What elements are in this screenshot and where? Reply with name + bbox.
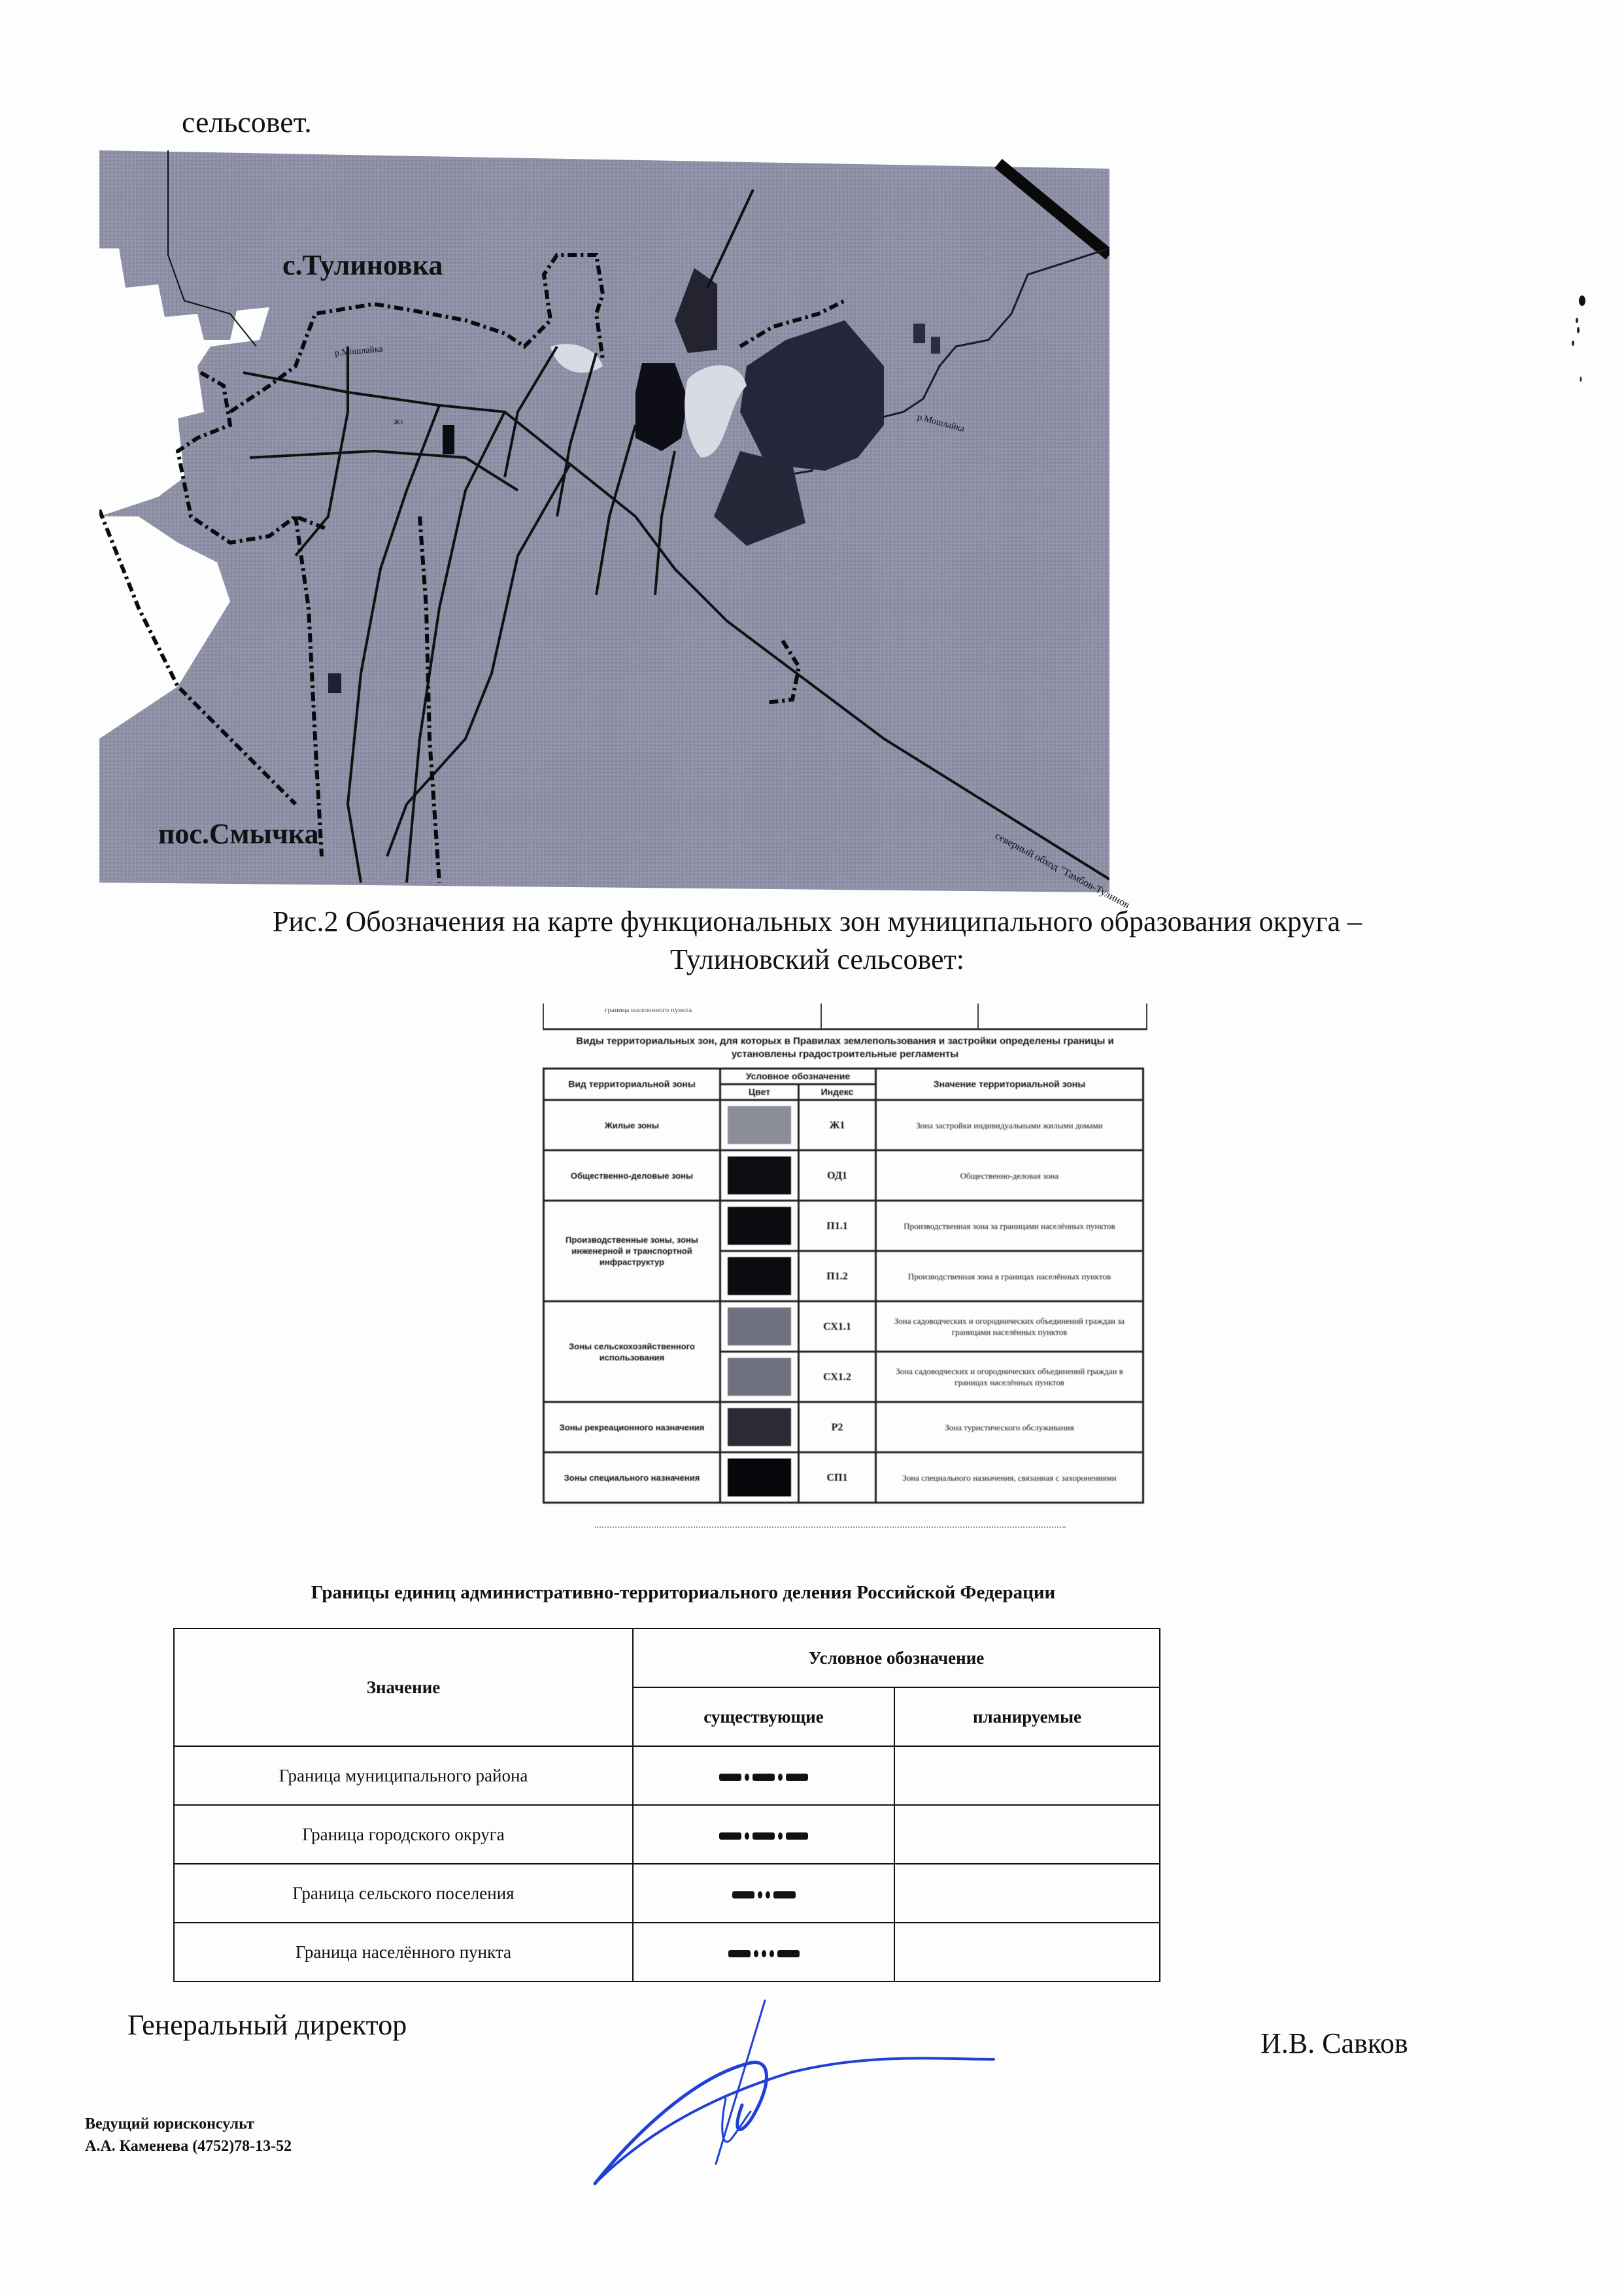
legend-meaning: Зона застройки индивидуальными жилыми домами xyxy=(876,1100,1143,1151)
zone-block xyxy=(931,337,940,354)
map-river-label: р.Мошлайка xyxy=(334,344,384,359)
legend-row xyxy=(544,1201,1143,1251)
legend-header-meaning: Значение территориальной зоны xyxy=(876,1069,1143,1100)
legend-zone-type: Зоны рекреационного назначения xyxy=(544,1402,720,1453)
boundary-existing-symbol xyxy=(633,1864,894,1923)
boundary-row xyxy=(174,1923,1160,1982)
boundary-line-icon xyxy=(719,1832,808,1840)
legend-color-swatch xyxy=(720,1201,799,1251)
handwritten-signature xyxy=(575,1987,1151,2190)
legend-index: Ж1 xyxy=(799,1100,876,1151)
legend-index: ОД1 xyxy=(799,1151,876,1201)
legend-color-swatch xyxy=(720,1100,799,1151)
boundaries-title: Границы единиц административно-территориального деления Российской Федерации xyxy=(311,1582,1056,1603)
legend-table xyxy=(543,1068,1144,1504)
legend-meaning: Производственная зона в границах населённых пунктов xyxy=(876,1251,1143,1302)
legend-meaning: Общественно-деловая зона xyxy=(876,1151,1143,1201)
legend-header-color: Цвет xyxy=(720,1085,799,1100)
zone-block xyxy=(913,324,925,343)
boundaries-table xyxy=(173,1628,1160,1982)
boundaries-header-symbol: Условное обозначение xyxy=(633,1628,1160,1687)
legend-meaning: Производственная зона за границами населённых пунктов xyxy=(876,1201,1143,1251)
legend-swatch-fill xyxy=(728,1156,791,1194)
legend-row xyxy=(544,1151,1143,1201)
legend-color-swatch xyxy=(720,1453,799,1503)
legend-swatch-fill xyxy=(728,1106,791,1144)
legend-header-zone-type: Вид территориальной зоны xyxy=(544,1069,720,1100)
legend-zone-type: Производственные зоны, зоны инженерной и транспортной инфраструктур xyxy=(544,1201,720,1302)
legend-header-index: Индекс xyxy=(799,1085,876,1100)
boundary-label: Граница муниципального района xyxy=(174,1746,633,1805)
signer-position: Генеральный директор xyxy=(127,2009,407,2041)
map-background xyxy=(99,150,1109,892)
boundary-row xyxy=(174,1746,1160,1805)
legend-bottom-line xyxy=(595,1527,1066,1528)
boundary-line-icon xyxy=(719,1774,808,1781)
figure-caption-line2: Тулиновский сельсовет: xyxy=(670,943,964,975)
legend-meaning: Зона специального назначения, связанная с захоронениями xyxy=(876,1453,1143,1503)
legend-index: СП1 xyxy=(799,1453,876,1503)
legend-color-swatch xyxy=(720,1151,799,1201)
legend-index: СХ1.2 xyxy=(799,1352,876,1402)
boundaries-header-planned: планируемые xyxy=(894,1687,1160,1746)
figure-caption: Рис.2 Обозначения на карте функциональных зон муниципального образования округа – xyxy=(272,905,1362,937)
legend-swatch-fill xyxy=(728,1207,791,1245)
top-text: сельсовет. xyxy=(182,105,312,139)
boundaries-header-meaning: Значение xyxy=(174,1628,633,1746)
legend-title: Виды территориальных зон, для которых в Правилах землепользования и застройки определены границы и установлены градостроительные регламенты xyxy=(576,1036,1114,1060)
zone-block xyxy=(328,673,341,693)
map-river-label: р.Мошлайка xyxy=(916,412,966,435)
map-svg xyxy=(99,150,1109,892)
boundary-existing-symbol xyxy=(633,1805,894,1864)
footer-position: Ведущий юрисконсульт xyxy=(85,2116,254,2133)
map-road-label: северный обход "Тамбов-Тулинов xyxy=(993,830,1132,911)
legend-zone-type: Общественно-деловые зоны xyxy=(544,1151,720,1201)
legend-swatch-fill xyxy=(728,1257,791,1295)
boundary-label: Граница населённого пункта xyxy=(174,1923,633,1982)
legend-zone-type: Зоны сельскохозяйственного использования xyxy=(544,1302,720,1402)
boundary-planned-symbol xyxy=(894,1746,1160,1805)
legend-index: П1.1 xyxy=(799,1201,876,1251)
legend-meaning: Зона садоводческих и огороднических объединений граждан за границами населённых пунктов xyxy=(876,1302,1143,1352)
boundary-planned-symbol xyxy=(894,1864,1160,1923)
legend-index: Р2 xyxy=(799,1402,876,1453)
boundary-line-icon xyxy=(728,1950,800,1957)
legend-zone-type: Жилые зоны xyxy=(544,1100,720,1151)
legend-color-swatch xyxy=(720,1352,799,1402)
boundary-row xyxy=(174,1864,1160,1923)
boundary-planned-symbol xyxy=(894,1923,1160,1982)
boundaries-header-existing: существующие xyxy=(633,1687,894,1746)
signer-name: И.В. Савков xyxy=(1260,2027,1408,2059)
legend-row xyxy=(544,1453,1143,1503)
boundary-label: Граница городского округа xyxy=(174,1805,633,1864)
boundary-line-icon xyxy=(732,1891,796,1898)
zones-legend xyxy=(543,1004,1147,1533)
legend-top-strip-text: граница населенного пункта xyxy=(605,1006,692,1014)
legend-header-symbol: Условное обозначение xyxy=(720,1069,876,1085)
map-label-tulinovka: с.Тулиновка xyxy=(282,249,443,281)
legend-zone-type: Зоны специального назначения xyxy=(544,1453,720,1503)
legend-top-strip xyxy=(543,1004,1147,1030)
legend-index: СХ1.1 xyxy=(799,1302,876,1352)
legend-color-swatch xyxy=(720,1251,799,1302)
legend-color-swatch xyxy=(720,1402,799,1453)
map-label-smychka: пос.Смычка xyxy=(158,818,319,850)
legend-row xyxy=(544,1100,1143,1151)
legend-index: П1.2 xyxy=(799,1251,876,1302)
functional-zones-map xyxy=(99,150,1132,911)
legend-row xyxy=(544,1302,1143,1352)
legend-meaning: Зона садоводческих и огороднических объединений граждан в границах населённых пунктов xyxy=(876,1352,1143,1402)
boundary-row xyxy=(174,1805,1160,1864)
legend-swatch-fill xyxy=(728,1459,791,1496)
legend-swatch-fill xyxy=(728,1358,791,1396)
legend-row xyxy=(544,1402,1143,1453)
map-zone-code: Ж1 xyxy=(394,418,404,426)
boundary-existing-symbol xyxy=(633,1923,894,1982)
legend-swatch-fill xyxy=(728,1307,791,1345)
legend-color-swatch xyxy=(720,1302,799,1352)
zone-block xyxy=(443,425,454,454)
footer-contact: А.А. Каменева (4752)78-13-52 xyxy=(85,2138,292,2155)
scan-specks xyxy=(1556,281,1595,386)
legend-swatch-fill xyxy=(728,1408,791,1446)
boundary-existing-symbol xyxy=(633,1746,894,1805)
boundary-planned-symbol xyxy=(894,1805,1160,1864)
boundary-label: Граница сельского поселения xyxy=(174,1864,633,1923)
legend-meaning: Зона туристического обслуживания xyxy=(876,1402,1143,1453)
